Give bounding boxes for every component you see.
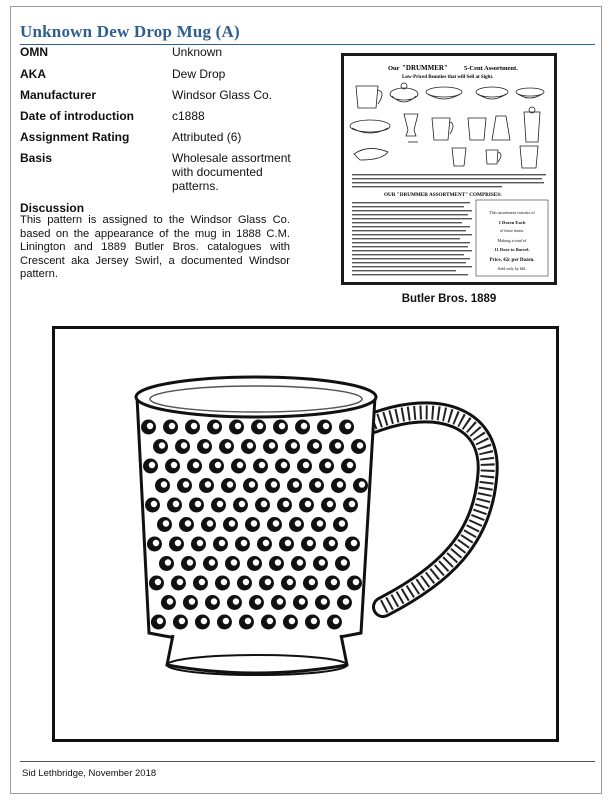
catalog-subheader: Low-Priced Beauties that will Sell at Sight. [402, 75, 494, 80]
hobnail-highlight [171, 462, 177, 468]
hobnail-highlight [215, 462, 221, 468]
hobnail-highlight [321, 598, 327, 604]
hobnail-highlight [155, 579, 161, 585]
hobnail-highlight [239, 501, 245, 507]
catalog-side-line: Making a total of [497, 238, 527, 243]
hobnail-highlight [229, 520, 235, 526]
hobnail-highlight [185, 520, 191, 526]
hobnail-highlight [317, 520, 323, 526]
catalog-caption: Butler Bros. 1889 [401, 293, 497, 305]
catalog-comprises-heading: OUR "DRUMMER ASSORTMENT" COMPRISES: [384, 192, 502, 198]
hobnail-highlight [319, 559, 325, 565]
hobnail-highlight [305, 501, 311, 507]
hobnail-highlight [297, 559, 303, 565]
hobnail-highlight [235, 423, 241, 429]
hobnail-highlight [287, 579, 293, 585]
hobnail-highlight [249, 481, 255, 487]
hobnail-highlight [211, 598, 217, 604]
hobnail-highlight [187, 559, 193, 565]
hobnail-highlight [347, 462, 353, 468]
hobnail-highlight [193, 462, 199, 468]
hobnail-highlight [205, 481, 211, 487]
info-value: Attributed (6) [172, 130, 242, 144]
catalog-side-line: This assortment consists of [489, 210, 535, 215]
hobnail-highlight [295, 520, 301, 526]
hobnail-highlight [199, 579, 205, 585]
info-label: Assignment Rating [20, 130, 130, 144]
hobnail-highlight [201, 618, 207, 624]
hobnail-highlight [289, 618, 295, 624]
hobnail-highlight [181, 442, 187, 448]
hobnail-highlight [233, 598, 239, 604]
info-label: AKA [20, 67, 46, 81]
hobnail-highlight [175, 540, 181, 546]
hobnail-highlight [341, 559, 347, 565]
info-value: c1888 [172, 109, 205, 123]
hobnail-highlight [293, 481, 299, 487]
hobnail-highlight [213, 423, 219, 429]
hobnail-highlight [255, 598, 261, 604]
hobnail-highlight [345, 423, 351, 429]
hobnail-highlight [153, 540, 159, 546]
hobnail-highlight [167, 598, 173, 604]
hobnail-highlight [315, 481, 321, 487]
hobnail-highlight [277, 598, 283, 604]
hobnail-highlight [251, 520, 257, 526]
hobnail-highlight [227, 481, 233, 487]
catalog-glassware-row-1 [356, 83, 544, 108]
mug-illustration [55, 329, 556, 739]
hobnail-highlight [267, 618, 273, 624]
hobnail-highlight [269, 442, 275, 448]
catalog-side-line: Price, 42c per Dozen. [489, 258, 535, 263]
info-label: Basis [20, 151, 53, 165]
hobnail-highlight [165, 559, 171, 565]
hobnail-highlight [343, 598, 349, 604]
footer-credit: Sid Lethbridge, November 2018 [22, 768, 157, 779]
hobnail-highlight [333, 618, 339, 624]
catalog-body-text [352, 174, 546, 187]
hobnail-highlight [149, 462, 155, 468]
info-label: Manufacturer [20, 88, 97, 102]
hobnail-highlight [161, 481, 167, 487]
hobnail-highlight [335, 442, 341, 448]
hobnail-highlight [195, 501, 201, 507]
hobnail-highlight [283, 501, 289, 507]
discussion-text: This pattern is assigned to the Windsor Glass Co. based on the appearance of the mug in 1888 C.M. Linington and 1889 Butler Bros. catalogues with Crescent aka Jersey Swirl, a documented Windsor pattern. [20, 214, 290, 281]
hobnail-highlight [353, 579, 359, 585]
hobnail-highlight [299, 598, 305, 604]
hobnail-highlight [163, 520, 169, 526]
hobnail-highlight [223, 618, 229, 624]
hobnail-highlight [173, 501, 179, 507]
hobnail-highlight [221, 579, 227, 585]
hobnail-highlight [245, 618, 251, 624]
hobnail-highlight [275, 559, 281, 565]
hobnail-highlight [301, 423, 307, 429]
discussion-heading: Discussion [20, 201, 85, 215]
catalog-side-line: of these items. [499, 228, 525, 233]
catalog-illustration [344, 56, 554, 282]
catalog-side-line: Sold only by bbl. [497, 266, 527, 271]
hobnail-highlight [331, 579, 337, 585]
hobnail-highlight [241, 540, 247, 546]
hobnail-highlight [207, 520, 213, 526]
hobnail-highlight [203, 442, 209, 448]
hobnail-highlight [183, 481, 189, 487]
hobnail-highlight [157, 618, 163, 624]
hobnail-highlight [261, 501, 267, 507]
hobnail-highlight [323, 423, 329, 429]
mug-illustration-frame [52, 326, 559, 742]
hobnail-highlight [243, 579, 249, 585]
hobnail-highlight [169, 423, 175, 429]
info-label: Date of introduction [20, 109, 134, 123]
hobnail-highlight [327, 501, 333, 507]
hobnail-highlight [339, 520, 345, 526]
catalog-side-line: 1 Dozen Each [498, 220, 526, 225]
hobnail-highlight [253, 559, 259, 565]
hobnail-highlight [189, 598, 195, 604]
hobnail-highlight [351, 540, 357, 546]
hobnail-highlight [311, 618, 317, 624]
hobnail-highlight [337, 481, 343, 487]
hobnail-highlight [263, 540, 269, 546]
hobnail-highlight [197, 540, 203, 546]
hobnail-highlight [359, 481, 365, 487]
hobnail-highlight [231, 559, 237, 565]
hobnail-highlight [309, 579, 315, 585]
hobnail-highlight [325, 462, 331, 468]
info-value: Wholesale assortment with documented patterns. [172, 151, 291, 193]
hobnail-highlight [219, 540, 225, 546]
info-value: Windsor Glass Co. [172, 88, 273, 102]
info-value: Dew Drop [172, 67, 226, 81]
hobnail-highlight [303, 462, 309, 468]
hobnail-highlight [329, 540, 335, 546]
hobnail-highlight [247, 442, 253, 448]
hobnail-highlight [209, 559, 215, 565]
catalog-side-line: 11 Doze to Barrel. [494, 247, 530, 252]
hobnail-highlight [273, 520, 279, 526]
catalog-clipping [341, 53, 557, 285]
hobnail-highlight [281, 462, 287, 468]
page-title: Unknown Dew Drop Mug (A) [20, 22, 240, 41]
hobnail-highlight [307, 540, 313, 546]
catalog-header-right: 5-Cent Assortment. [464, 65, 518, 72]
catalog-glassware-row-2 [350, 107, 540, 142]
hobnail-highlight [271, 481, 277, 487]
catalog-header-left: Our [388, 65, 400, 72]
catalog-item-list [352, 202, 472, 275]
hobnail-highlight [313, 442, 319, 448]
hobnail-highlight [147, 423, 153, 429]
hobnail-highlight [265, 579, 271, 585]
hobnail-highlight [177, 579, 183, 585]
mug-rim [136, 377, 376, 417]
footer-divider [20, 761, 595, 762]
hobnail-highlight [259, 462, 265, 468]
hobnail-highlight [191, 423, 197, 429]
hobnail-highlight [217, 501, 223, 507]
hobnail-highlight [279, 423, 285, 429]
hobnail-highlight [257, 423, 263, 429]
info-value: Unknown [172, 45, 223, 59]
catalog-header-name: "DRUMMER" [402, 64, 448, 72]
hobnail-highlight [159, 442, 165, 448]
hobnail-highlight [151, 501, 157, 507]
hobnail-highlight [285, 540, 291, 546]
catalog-price-text [489, 210, 535, 271]
hobnail-highlight [179, 618, 185, 624]
hobnail-highlight [237, 462, 243, 468]
catalog-glassware-row-3 [354, 146, 538, 168]
hobnail-highlight [291, 442, 297, 448]
hobnail-highlight [357, 442, 363, 448]
hobnail-highlight [349, 501, 355, 507]
info-label: OMN [20, 45, 48, 59]
hobnail-highlight [225, 442, 231, 448]
